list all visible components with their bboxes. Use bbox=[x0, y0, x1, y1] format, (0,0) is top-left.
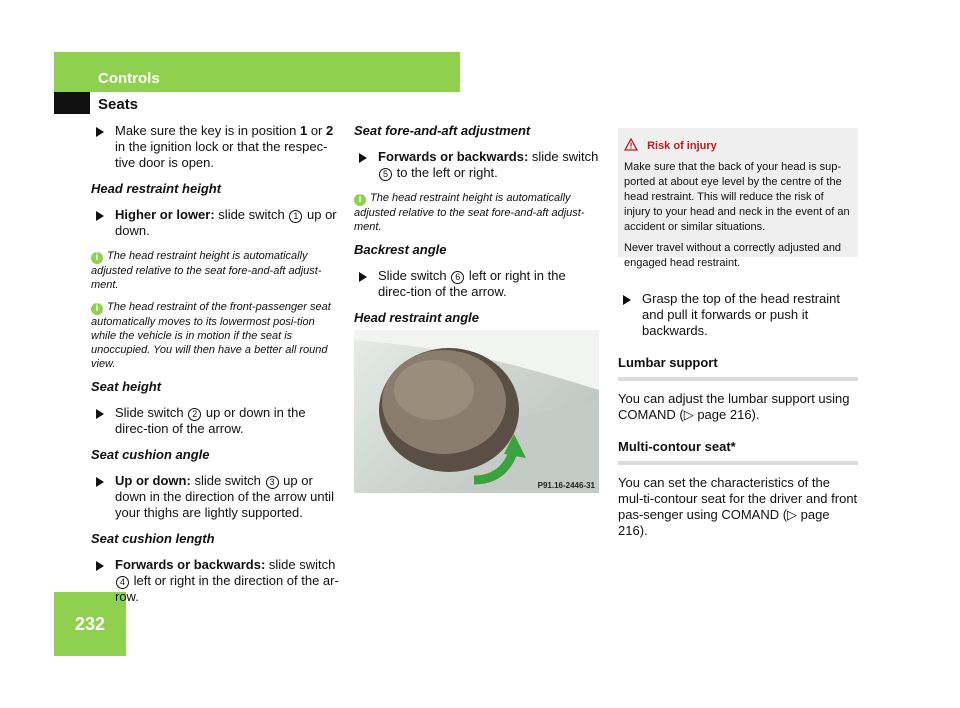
bullet-arrow-icon bbox=[96, 561, 104, 571]
switch-number: 4 bbox=[116, 576, 129, 589]
note-text: The head restraint of the front-passenger seat automatically moves to its lowermost posi-tion while the vehicle is in motion if the seat is unoccupied. You will then have a better all round view. bbox=[91, 301, 331, 370]
heading-multi-contour-seat: Multi-contour seat* bbox=[618, 439, 736, 454]
warning-box bbox=[618, 128, 858, 269]
bullet-arrow-icon bbox=[359, 153, 367, 163]
text: up or down in the direction of the arrow until your thighs are lightly supported. bbox=[115, 473, 334, 520]
column-1 bbox=[91, 123, 341, 615]
warning-title: Risk of injury bbox=[647, 140, 717, 152]
subsection-title: Seats bbox=[98, 96, 139, 113]
text: left or right in the direction of the ar-row. bbox=[115, 573, 339, 604]
list-item bbox=[354, 268, 600, 300]
section-title: Controls bbox=[98, 70, 160, 87]
lumbar-text: You can adjust the lumbar support using COMAND (▷ page 216). bbox=[618, 391, 850, 422]
column-3 bbox=[618, 128, 858, 539]
list-item bbox=[91, 123, 341, 171]
warning-triangle-icon bbox=[624, 138, 638, 151]
bullet-arrow-icon bbox=[96, 127, 104, 137]
heading-backrest-angle: Backrest angle bbox=[354, 242, 447, 257]
info-icon: i bbox=[354, 194, 366, 206]
note-text: The head restraint height is automatically adjusted relative to the seat fore-and-aft adjust-ment. bbox=[91, 250, 322, 291]
heading-restraint-angle: Head restraint angle bbox=[354, 310, 479, 325]
bold-text: Forwards or backwards: bbox=[378, 149, 529, 164]
text: Slide switch bbox=[378, 268, 451, 283]
divider bbox=[618, 461, 858, 465]
list-item bbox=[91, 557, 341, 605]
switch-number: 6 bbox=[451, 271, 464, 284]
switch-number: 3 bbox=[266, 476, 279, 489]
bullet-arrow-icon bbox=[96, 409, 104, 419]
bold-text: Forwards or backwards: bbox=[115, 557, 266, 572]
list-item bbox=[91, 473, 341, 521]
heading-lumbar-support: Lumbar support bbox=[618, 355, 718, 370]
column-2 bbox=[354, 123, 600, 336]
warning-text: Never travel without a correctly adjusted and engaged head restraint. bbox=[624, 242, 842, 269]
bullet-arrow-icon bbox=[623, 295, 631, 305]
bold-text: Higher or lower: bbox=[115, 207, 215, 222]
heading-cushion-angle: Seat cushion angle bbox=[91, 447, 210, 462]
bullet-arrow-icon bbox=[96, 211, 104, 221]
list-item bbox=[354, 149, 600, 181]
text: Grasp the top of the head restraint and pull it forwards or push it backwards. bbox=[642, 291, 841, 338]
divider bbox=[618, 377, 858, 381]
text: up or down. bbox=[115, 207, 337, 238]
list-item bbox=[91, 207, 341, 239]
head-restraint-illustration bbox=[354, 330, 599, 493]
head-restraint-photo bbox=[354, 330, 599, 493]
bold-text: Up or down: bbox=[115, 473, 191, 488]
heading-head-restraint-height: Head restraint height bbox=[91, 181, 222, 196]
text: left or right in the direc-tion of the arrow. bbox=[378, 268, 566, 299]
multicontour-text: You can set the characteristics of the mul-ti-contour seat for the driver and front pas-senger using COMAND (▷ page 216). bbox=[618, 475, 858, 538]
text: slide switch bbox=[190, 473, 265, 488]
text: Make sure the key is in position bbox=[115, 123, 300, 138]
text: or bbox=[307, 123, 327, 138]
bullet-arrow-icon bbox=[359, 272, 367, 282]
info-note bbox=[354, 191, 600, 234]
heading-cushion-length: Seat cushion length bbox=[91, 531, 215, 546]
bullet-arrow-icon bbox=[96, 477, 104, 487]
key-position-1: 1 bbox=[299, 123, 308, 138]
key-position-2: 2 bbox=[326, 123, 334, 138]
info-icon: i bbox=[91, 252, 103, 264]
warning-header bbox=[624, 138, 850, 154]
info-note bbox=[91, 249, 341, 292]
info-note bbox=[91, 300, 341, 371]
note-text: The head restraint height is automatically adjusted relative to the seat fore-and-aft adjust-ment. bbox=[354, 192, 585, 233]
switch-number: 5 bbox=[379, 168, 392, 181]
text: to the left or right. bbox=[393, 165, 498, 180]
switch-number: 2 bbox=[188, 408, 201, 421]
text: slide switch bbox=[528, 149, 599, 164]
photo-reference-label: P91.16-2446-31 bbox=[537, 481, 595, 490]
text: slide switch bbox=[265, 557, 336, 572]
page-number: 232 bbox=[74, 614, 106, 634]
warning-text: Make sure that the back of your head is sup-ported at about eye level by the centre of the head restraint. This will reduce the risk of injury to your head and neck in the event of an accident or similar situations. bbox=[624, 161, 850, 233]
list-item bbox=[618, 291, 858, 339]
text: up or down in the direc-tion of the arrow. bbox=[115, 405, 306, 436]
heading-fore-aft: Seat fore-and-aft adjustment bbox=[354, 123, 531, 138]
switch-number: 1 bbox=[289, 210, 302, 223]
header-marker bbox=[54, 92, 90, 114]
text: slide switch bbox=[214, 207, 289, 222]
list-item bbox=[91, 405, 341, 437]
text: Slide switch bbox=[115, 405, 188, 420]
heading-seat-height: Seat height bbox=[91, 379, 162, 394]
info-icon: i bbox=[91, 303, 103, 315]
text: in the ignition lock or that the respec-tive door is open. bbox=[115, 139, 328, 170]
